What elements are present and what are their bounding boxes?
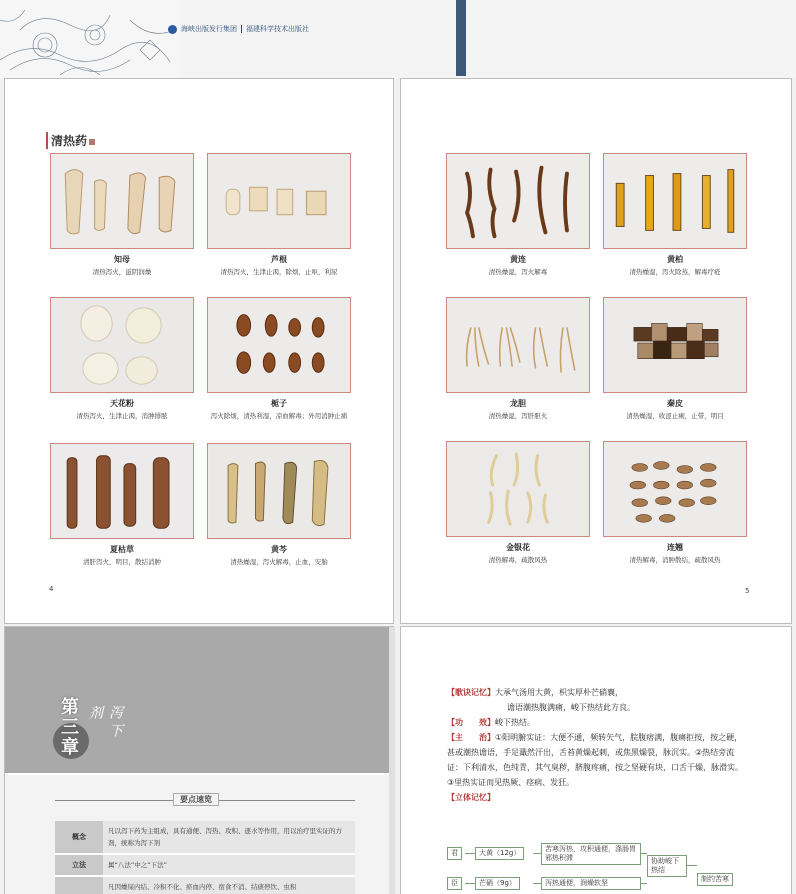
herb-card	[446, 297, 590, 422]
publisher-separator	[241, 25, 242, 33]
connector	[641, 853, 647, 854]
text-line	[447, 715, 747, 730]
memory-diagram	[447, 843, 747, 894]
chapter-label: 第三章	[58, 697, 79, 757]
herb-name: 黄芩	[271, 545, 287, 554]
connector	[465, 883, 475, 884]
summary-key: 立法	[55, 854, 103, 876]
chapter-band-divider	[5, 773, 389, 775]
herb-name: 金银花	[506, 543, 530, 552]
text-line	[447, 685, 747, 700]
herb-name: 夏枯草	[110, 545, 134, 554]
summary-heading-label: 要点速览	[173, 793, 219, 806]
field-label: 【主 治】	[447, 733, 495, 742]
herb-name: 栀子	[271, 399, 287, 408]
field-label: 【立体记忆】	[447, 793, 495, 802]
effect-box: 苦寒泻热，攻积通便，涤肠胃邪热积滞	[541, 843, 641, 865]
herb-card	[603, 297, 747, 422]
herb-photo	[446, 153, 590, 249]
herb-photo	[50, 153, 194, 249]
herb-card	[50, 153, 194, 278]
summary-key	[55, 876, 103, 894]
summary-key: 概念	[55, 821, 103, 854]
title-mark-icon	[89, 139, 95, 145]
herb-photo	[50, 443, 194, 539]
page-5	[400, 78, 792, 624]
table-row	[55, 821, 355, 854]
text-line	[447, 790, 747, 805]
herb-desc: 泻火除烦，清热利湿，凉血解毒；外用消肿止痛	[210, 412, 348, 420]
herb-card	[603, 441, 747, 566]
drug-box: 芒硝（9g）	[475, 877, 520, 890]
connector	[533, 853, 541, 854]
herb-photo	[207, 443, 351, 539]
herb-desc: 清热解毒，消肿散结，疏散风热	[629, 556, 721, 564]
table-row	[55, 876, 355, 894]
connector	[687, 865, 697, 866]
herb-name: 知母	[114, 255, 130, 264]
herb-name: 龙胆	[510, 399, 526, 408]
herb-desc: 清热解毒，疏散风热	[488, 556, 548, 564]
herb-desc: 清肝泻火，明目，散结消肿	[83, 558, 161, 566]
text-line	[447, 730, 747, 790]
herb-card	[207, 443, 351, 568]
top-strip	[0, 0, 796, 78]
section-title	[46, 132, 95, 149]
page-4	[4, 78, 394, 624]
herb-name: 黄连	[510, 255, 526, 264]
table-row	[55, 854, 355, 876]
herb-photo	[446, 297, 590, 393]
blue-bookmark-bar	[456, 0, 466, 76]
publisher-name: 海峡出版发行集团	[181, 25, 237, 33]
chapter-title-block	[55, 697, 133, 757]
text-line	[447, 700, 747, 715]
role-box: 君	[447, 847, 462, 860]
herb-photo	[207, 297, 351, 393]
summary-heading	[55, 793, 355, 807]
herb-card	[603, 153, 747, 278]
effect-box: 泻热通便，润燥软坚	[541, 877, 641, 890]
summary-table	[55, 821, 355, 894]
herb-desc: 清热燥湿，泻肝胆火	[488, 412, 548, 420]
herb-card	[446, 441, 590, 566]
herb-name: 天花粉	[110, 399, 134, 408]
page-number: 4	[49, 585, 54, 593]
herb-desc: 清热燥湿，收涩止痢，止带，明目	[626, 412, 724, 420]
herb-desc: 清热泻火，生津止渴，消肿排脓	[76, 412, 168, 420]
herb-card	[446, 153, 590, 278]
section-title-text: 清热药	[51, 134, 88, 148]
herb-name: 黄柏	[667, 255, 683, 264]
publisher-info	[168, 24, 309, 34]
herb-card	[207, 153, 351, 278]
herb-card	[207, 297, 351, 422]
field-text: 大承气汤用大黄，枳实厚朴芒硝襄，	[495, 688, 623, 697]
herb-photo	[207, 153, 351, 249]
imprint-name: 福建科学技术出版社	[246, 25, 309, 33]
herb-desc: 清热泻火，滋阴润燥	[92, 268, 152, 276]
chapter-title: 泻下剂	[87, 705, 123, 741]
herb-photo	[603, 153, 747, 249]
herb-desc: 清热泻火，生津止渴，除烦，止呕，利尿	[220, 268, 338, 276]
role-box: 臣	[447, 877, 462, 890]
formula-text	[447, 685, 747, 805]
herb-name: 芦根	[271, 255, 287, 264]
field-text: 谵语潮热腹满痛，峻下热结此方良。	[507, 703, 635, 712]
summary-value: 凡因燥屎内结、冷积不化、瘀血内停、宿食不消、结痰停饮、虫积	[103, 876, 355, 894]
field-text: ①阳明腑实证：大便不通，频转矢气，脘腹痞满，腹痛拒按，按之硬，甚或潮热谵语，手足濈然汗出，舌苔黄燥起刺，或焦黑燥裂，脉沉实。②热结旁流证：下利清水，色纯青，其气臭秽，脐腹疼痛，按之坚硬有块，口舌干燥，脉滑实。③里热实证而见热厥、痉病、发狂。	[447, 733, 743, 787]
herb-desc: 清热燥湿，泻火解毒，止血，安胎	[230, 558, 328, 566]
herb-desc: 清热燥湿，泻火除蒸，解毒疗疮	[629, 268, 721, 276]
herb-name: 连翘	[667, 543, 683, 552]
field-label: 【功 效】	[447, 718, 495, 727]
field-label: 【歌诀记忆】	[447, 688, 495, 697]
herb-card	[50, 443, 194, 568]
summary-value: 属“八法”中之“下法”	[103, 854, 355, 876]
herb-photo	[603, 441, 747, 537]
herb-photo	[603, 297, 747, 393]
drug-box: 大黄（12g）	[475, 847, 524, 860]
chapter-page	[4, 626, 394, 894]
floral-decoration-image	[0, 0, 180, 78]
publisher-logo-icon	[168, 25, 177, 34]
page-number: 5	[745, 587, 750, 595]
summary-value: 凡以泻下药为主组成，具有通便、泻热、攻积、逐水等作用，用以治疗里实证的方剂，统称为泻下剂	[103, 821, 355, 854]
connector	[641, 883, 647, 884]
right-box: 制约苦寒	[697, 873, 733, 886]
herb-name: 秦皮	[667, 399, 683, 408]
formula-page	[400, 626, 792, 894]
combined-box: 协助峻下热结	[647, 855, 687, 877]
chapter-side-band	[389, 627, 395, 894]
herb-photo	[446, 441, 590, 537]
herb-desc: 清热燥湿，泻火解毒	[488, 268, 548, 276]
field-text: 峻下热结。	[495, 718, 535, 727]
connector	[533, 883, 541, 884]
herb-card	[50, 297, 194, 422]
connector	[465, 853, 475, 854]
herb-photo	[50, 297, 194, 393]
